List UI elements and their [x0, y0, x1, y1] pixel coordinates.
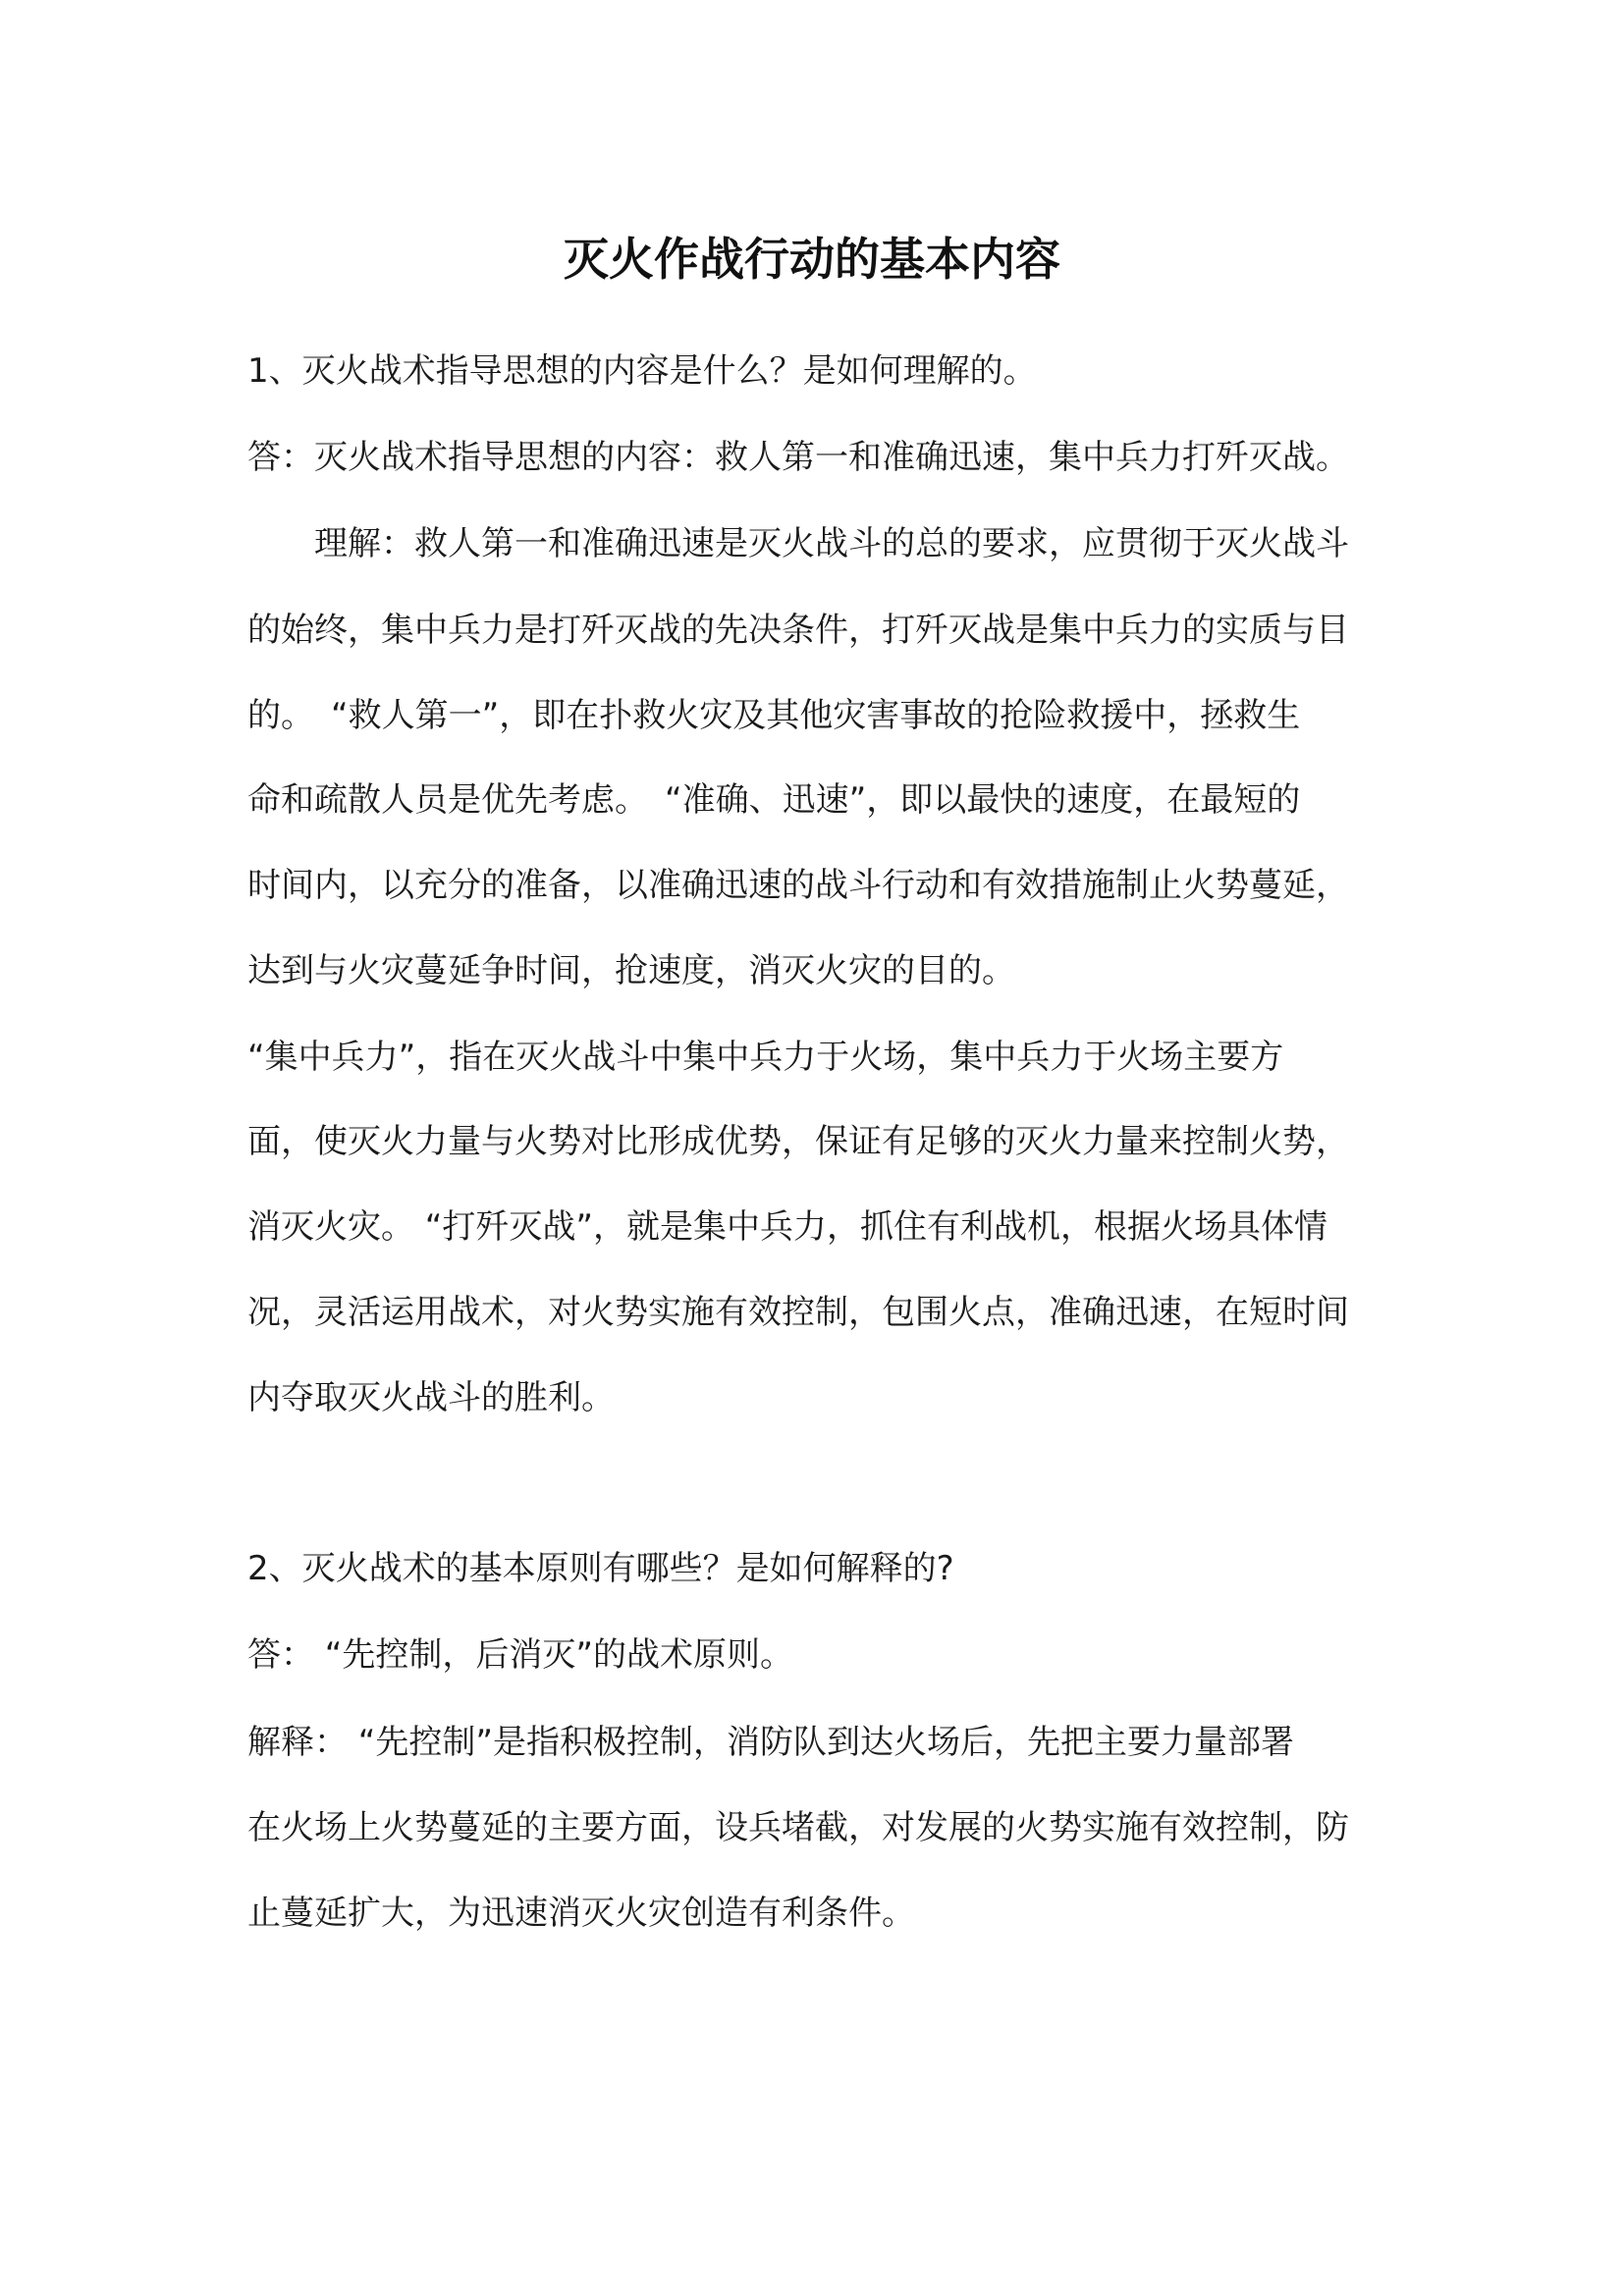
answer-1: 答：灭火战术指导思想的内容：救人第一和准确迅速，集中兵力打歼灭战。	[247, 438, 1349, 477]
explanation-line: 命和疏散人员是优先考虑。 “准确、迅速”，即以最快的速度，在最短的	[247, 780, 1301, 820]
explanation-line: 况，灵活运用战术，对火势实施有效控制，包围火点，准确迅速，在短时间	[247, 1293, 1349, 1332]
explanation-line: 内夺取灭火战斗的胜利。	[247, 1378, 615, 1417]
explanation-line: 的始终，集中兵力是打歼灭战的先决条件，打歼灭战是集中兵力的实质与目	[247, 611, 1349, 650]
explanation-line: 达到与火灾蔓延争时间，抢速度，消灭火灾的目的。	[247, 951, 1015, 990]
explanation-line: 面，使灭火力量与火势对比形成优势，保证有足够的灭火力量来控制火势，	[247, 1122, 1349, 1161]
explanation-line: 理解：救人第一和准确迅速是灭火战斗的总的要求，应贯彻于灭火战斗	[247, 524, 1349, 563]
answer-2: 答： “先控制，后消灭”的战术原则。	[247, 1635, 794, 1675]
explanation-line: “集中兵力”，指在灭火战斗中集中兵力于火场，集中兵力于火场主要方	[247, 1038, 1284, 1077]
explanation-line: 在火场上火势蔓延的主要方面，设兵堵截，对发展的火势实施有效控制，防	[247, 1808, 1349, 1847]
explanation-line: 解释： “先控制”是指积极控制，消防队到达火场后，先把主要力量部署	[247, 1723, 1295, 1762]
question-2: 2、灭火战术的基本原则有哪些？是如何解释的?	[247, 1549, 954, 1588]
explanation-line: 止蔓延扩大，为迅速消灭火灾创造有利条件。	[247, 1894, 915, 1933]
explanation-line: 的。 “救人第一”，即在扑救火灾及其他灾害事故的抢险救援中，拯救生	[247, 696, 1301, 735]
explanation-line: 消灭火灾。 “打歼灭战”，就是集中兵力，抓住有利战机，根据火场具体情	[247, 1207, 1328, 1247]
explanation-line: 时间内，以充分的准备，以准确迅速的战斗行动和有效措施制止火势蔓延，	[247, 866, 1349, 905]
document-title: 灭火作战行动的基本内容	[564, 233, 1060, 286]
question-1: 1、灭火战术指导思想的内容是什么？是如何理解的。	[247, 351, 1037, 391]
